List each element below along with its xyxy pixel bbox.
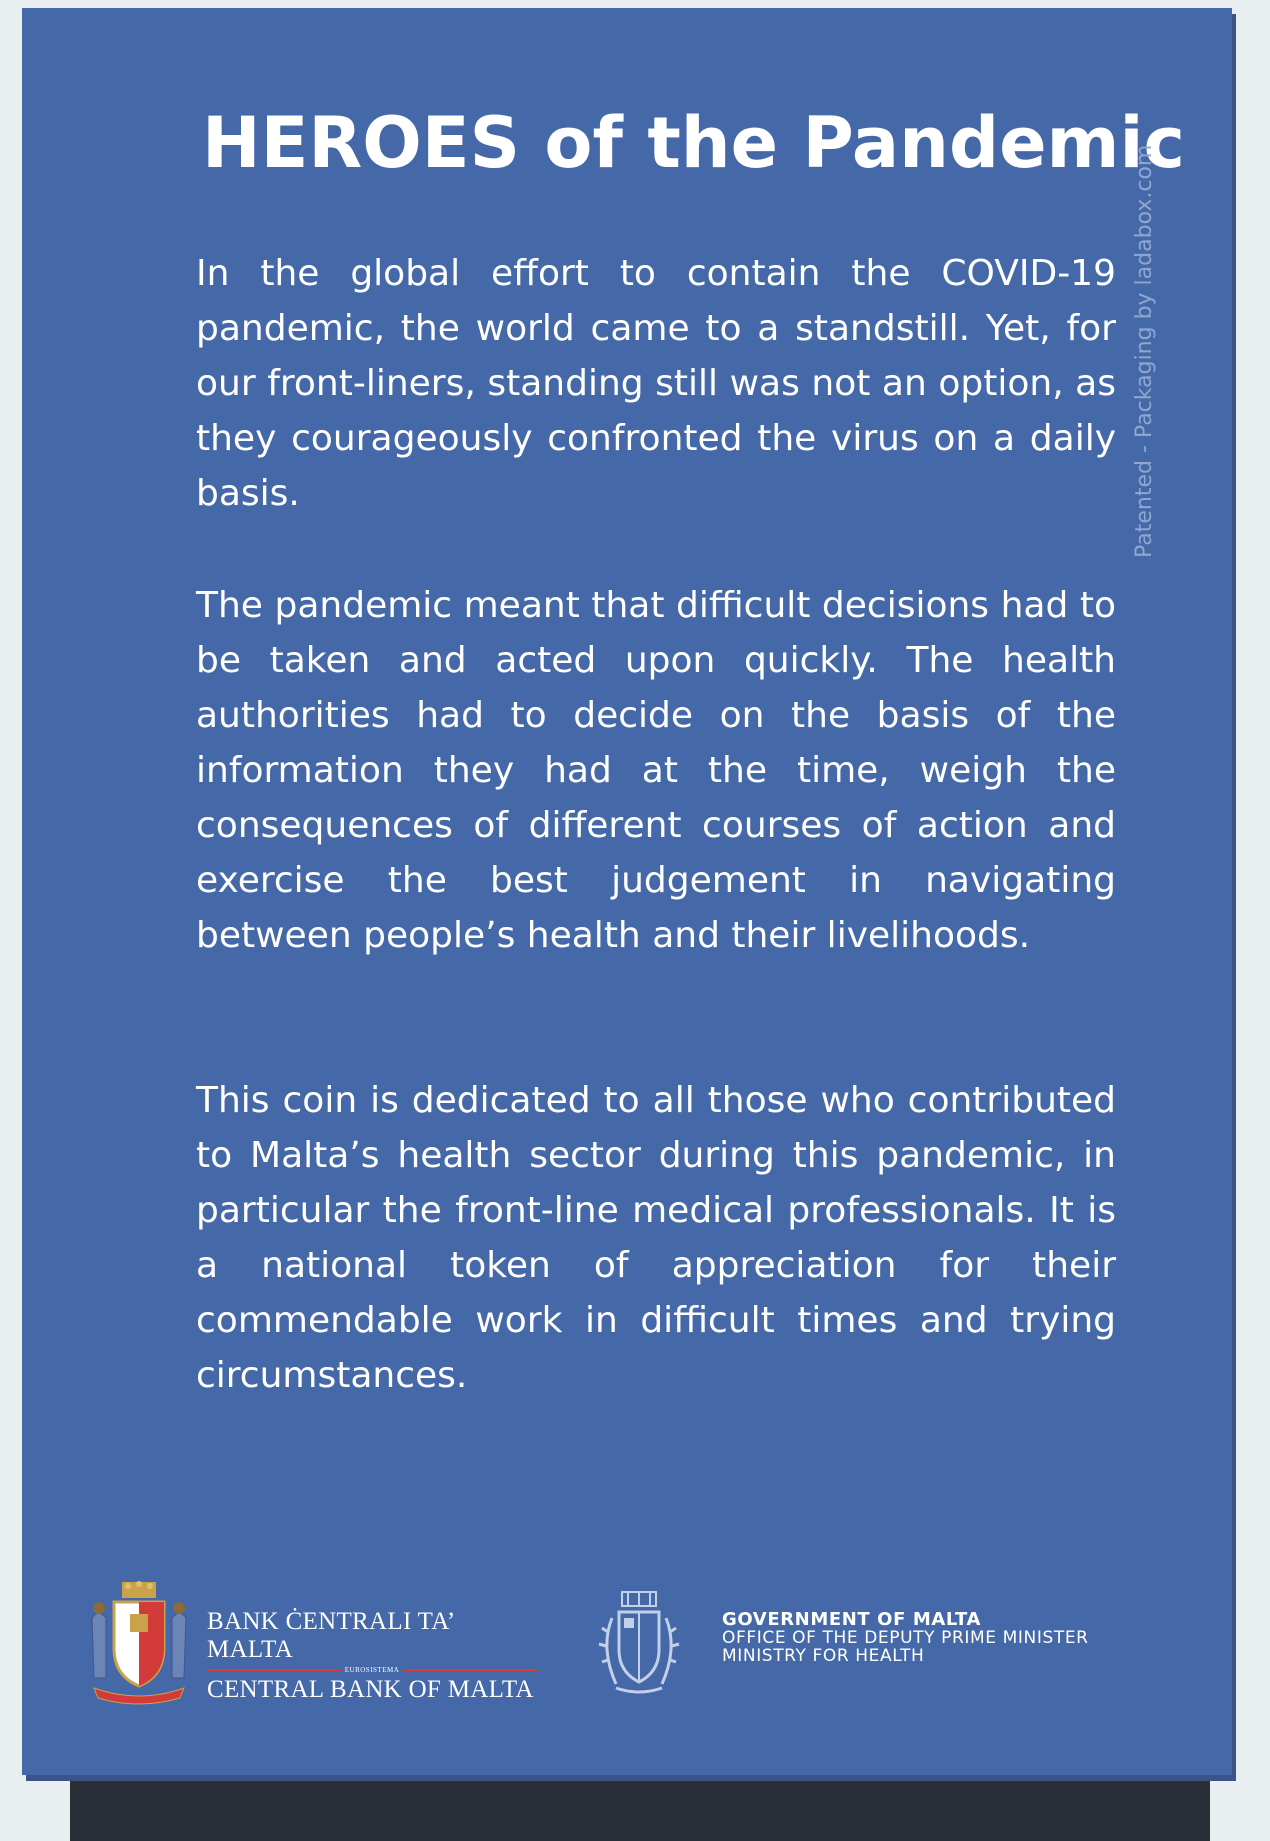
title-emphasis: HEROES bbox=[202, 102, 521, 184]
eurosystem-label: EUROSISTEMA bbox=[344, 1666, 400, 1674]
central-bank-name-maltese: BANK ĊENTRALI TA’ MALTA bbox=[207, 1608, 454, 1663]
government-emblem-icon bbox=[594, 1588, 684, 1698]
central-bank-name-english: CENTRAL BANK OF MALTA bbox=[207, 1676, 534, 1703]
government-ministry: MINISTRY FOR HEALTH bbox=[722, 1646, 925, 1666]
government-title: GOVERNMENT OF MALTA bbox=[722, 1609, 981, 1630]
packaging-card bbox=[22, 8, 1232, 1775]
paragraph-2: The pandemic meant that difficult decisions had to be taken and acted upon quickly. The health authorities had to decide on the basis of the information they had at the time, weigh the consequences of different courses of action and exercise the best judgement in navigating between people’s health and their livelihoods. bbox=[196, 585, 1116, 956]
paragraph-1: In the global effort to contain the COVID-19 pandemic, the world came to a standstill. Yet, for our front-liners, standing still was not an option, as they courageously confronted the virus on a daily basis. bbox=[196, 253, 1116, 514]
government-office: OFFICE OF THE DEPUTY PRIME MINISTER bbox=[722, 1628, 1089, 1648]
central-bank-name bbox=[207, 1608, 537, 1704]
central-bank-coat-of-arms-icon bbox=[84, 1578, 194, 1708]
title-rest: of the Pandemic bbox=[520, 102, 1185, 184]
packaging-watermark: Patented - Packaging by ladabox.com bbox=[1132, 144, 1157, 558]
paragraph-3: This coin is dedicated to all those who contributed to Malta’s health sector during this pandemic, in particular the front-line medical professionals. It is a national token of appreciation for their commendable work in difficult times and trying circumstances. bbox=[196, 1080, 1116, 1396]
government-credits bbox=[722, 1611, 1222, 1665]
divider-bar-left bbox=[207, 1669, 341, 1671]
central-bank-divider bbox=[207, 1666, 537, 1674]
page-title bbox=[202, 102, 1185, 184]
divider-bar-right bbox=[403, 1669, 537, 1671]
